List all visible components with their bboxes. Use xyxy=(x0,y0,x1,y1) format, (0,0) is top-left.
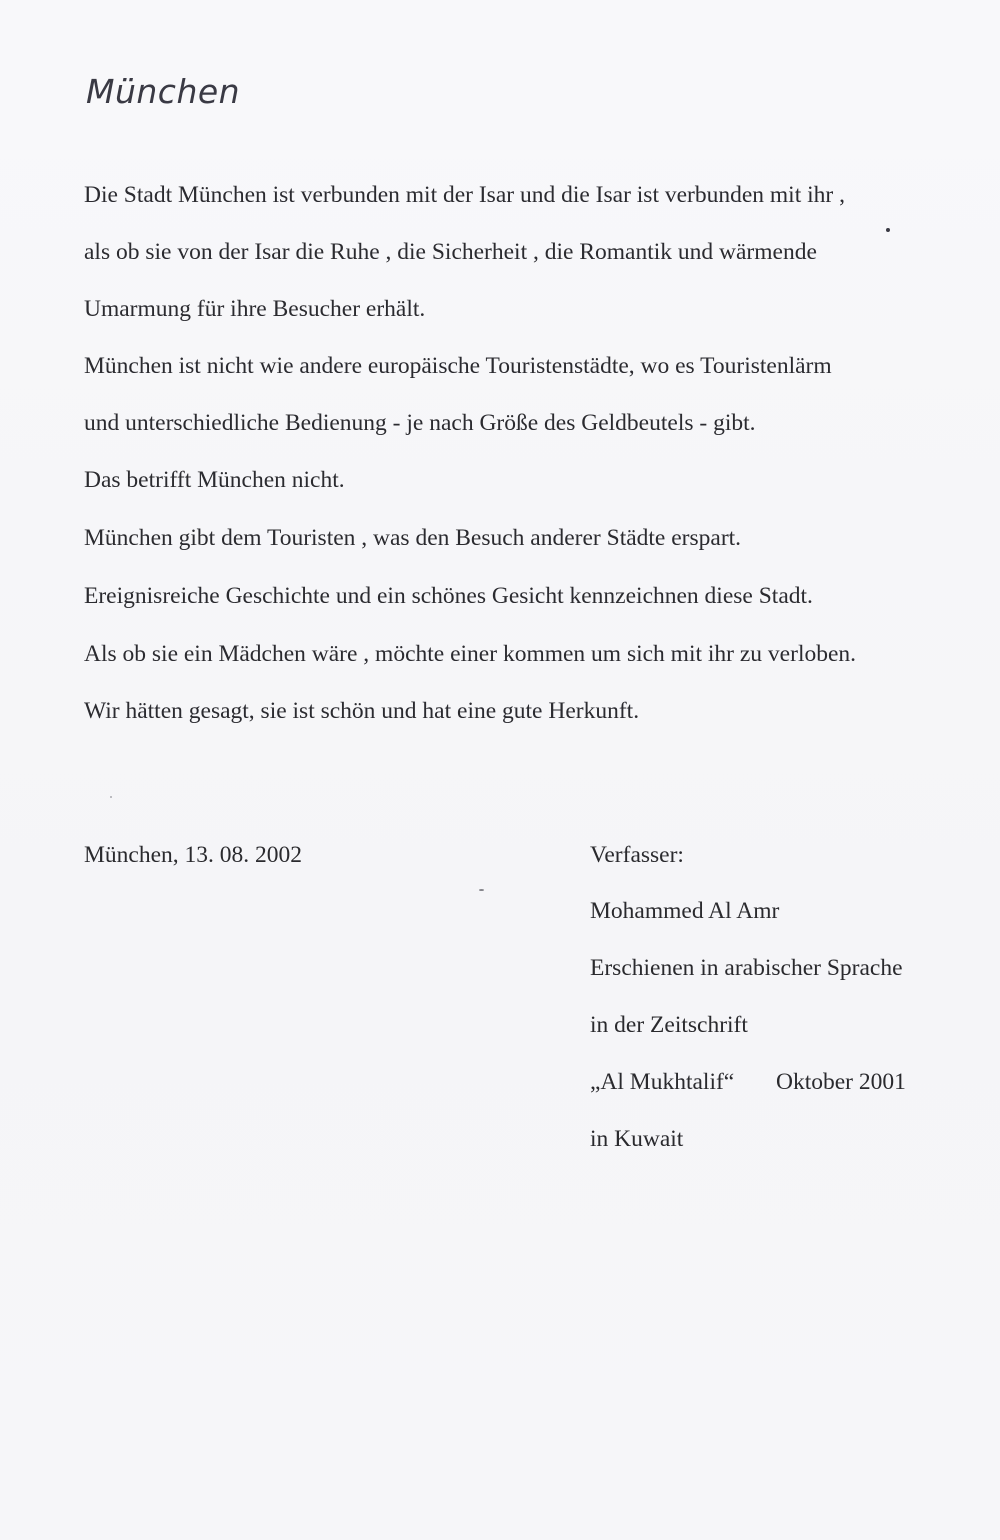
document-title: München xyxy=(86,72,241,111)
scan-speck xyxy=(886,228,890,232)
scan-speck xyxy=(110,796,112,798)
publication-location: in Kuwait xyxy=(590,1126,684,1152)
paragraph-line-3: Umarmung für ihre Besucher erhält. xyxy=(84,296,426,322)
paragraph-line-6: Das betrifft München nicht. xyxy=(84,467,345,493)
paragraph-line-4: München ist nicht wie andere europäische Touristenstädte, wo es Touristenlärm xyxy=(84,353,832,379)
paragraph-line-8: Ereignisreiche Geschichte und ein schönes Gesicht kennzeichnen diese Stadt. xyxy=(84,583,813,609)
author-name: Mohammed Al Amr xyxy=(590,898,780,924)
journal-prefix: in der Zeitschrift xyxy=(590,1012,748,1038)
paragraph-line-9: Als ob sie ein Mädchen wäre , möchte einer kommen um sich mit ihr zu verloben. xyxy=(84,641,857,667)
paragraph-line-5: und unterschiedliche Bedienung - je nach Größe des Geldbeutels - gibt. xyxy=(84,410,756,436)
scan-speck xyxy=(479,889,484,891)
journal-name: „Al Mukhtalif“ xyxy=(590,1069,735,1095)
place-date: München, 13. 08. 2002 xyxy=(84,842,303,868)
paragraph-line-1: Die Stadt München ist verbunden mit der Isar und die Isar ist verbunden mit ihr , xyxy=(84,182,845,208)
journal-date: Oktober 2001 xyxy=(776,1069,906,1095)
paragraph-line-2: als ob sie von der Isar die Ruhe , die Sicherheit , die Romantik und wärmende xyxy=(84,239,817,265)
paragraph-line-10: Wir hätten gesagt, sie ist schön und hat eine gute Herkunft. xyxy=(84,698,640,724)
author-label: Verfasser: xyxy=(590,842,684,868)
published-language: Erschienen in arabischer Sprache xyxy=(590,955,903,981)
paragraph-line-7: München gibt dem Touristen , was den Besuch anderer Städte erspart. xyxy=(84,525,742,551)
